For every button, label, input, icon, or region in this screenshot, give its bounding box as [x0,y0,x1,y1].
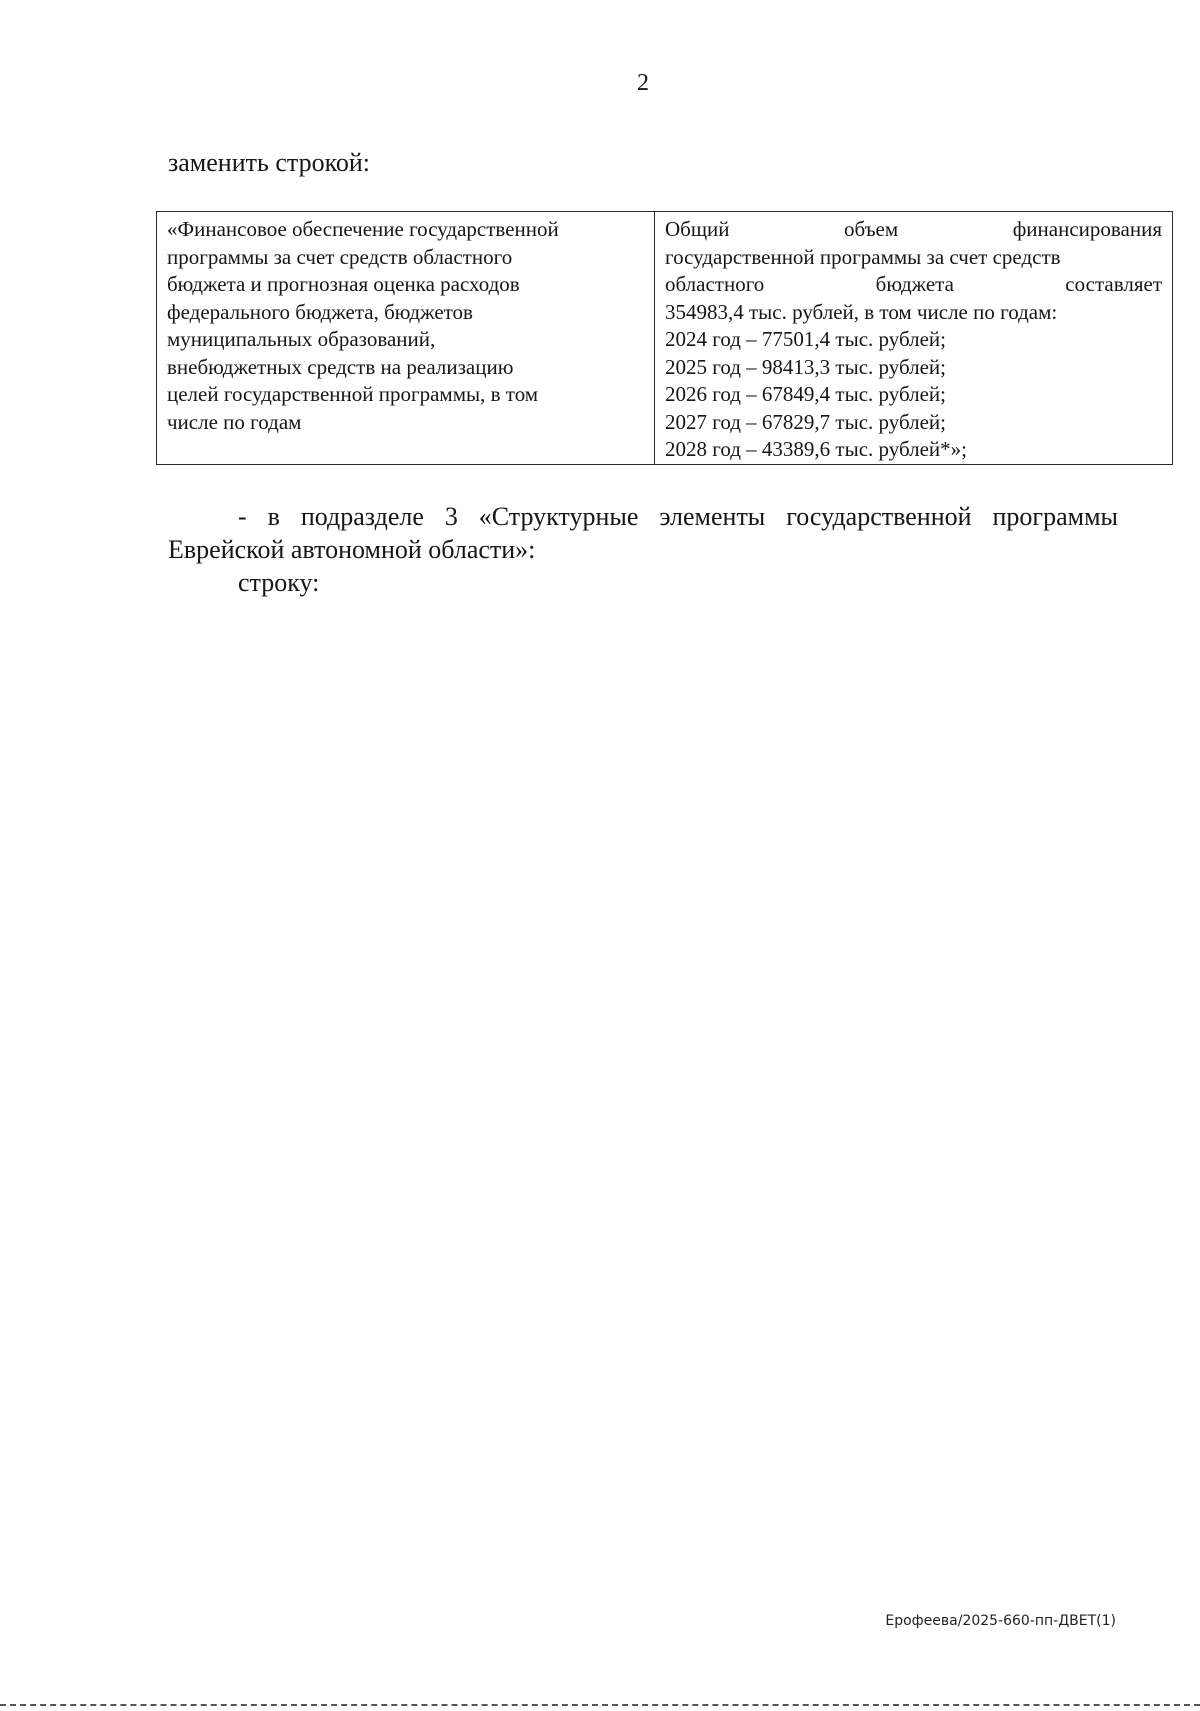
left-line: числе по годам [167,409,302,434]
right-word: бюджета [875,272,954,296]
right-word: областного [665,272,765,296]
right-line: государственной программы за счет средств [665,244,1061,269]
right-line: 354983,4 тыс. рублей, в том числе по годам: [665,299,1058,324]
year-line: 2027 год – 67829,7 тыс. рублей; [665,409,947,434]
scan-edge-rule [0,1704,1200,1706]
table-row [157,212,1173,465]
table-cell-right [655,212,1173,465]
left-line: программы за счет средств областного [167,244,513,269]
page-number: 2 [637,70,649,96]
right-word: составляет [1065,272,1162,296]
paragraph-line: строку: [238,568,320,597]
right-word: объем [844,217,899,241]
table-cell-left [157,212,655,465]
right-line [665,216,1162,244]
left-line: бюджета и прогнозная оценка расходов [167,272,520,296]
paragraph-subsection: - в подразделе 3 «Структурные элементы государственной программы Еврейской автономной области»: [168,502,1118,564]
footer-document-code: Ерофеева/2025-660-пп-ДВЕТ(1) [885,1613,1116,1629]
left-line: целей государственной программы, в том [167,382,539,406]
right-word: Общий [665,217,730,241]
year-line: 2024 год – 77501,4 тыс. рублей; [665,327,947,351]
year-line: 2028 год – 43389,6 тыс. рублей*»; [665,437,968,461]
year-line: 2026 год – 67849,4 тыс. рублей; [665,382,947,406]
left-line: федерального бюджета, бюджетов [167,299,473,324]
funding-table [156,211,1173,465]
right-word: финансирования [1012,217,1162,241]
left-line: муниципальных образований, [167,327,436,351]
year-line: 2025 год – 98413,3 тыс. рублей; [665,354,947,379]
left-line: внебюджетных средств на реализацию [167,354,514,379]
right-line [665,271,1162,299]
left-line: «Финансовое обеспечение государственной [167,217,559,241]
intro-text: заменить строкой: [168,148,371,177]
